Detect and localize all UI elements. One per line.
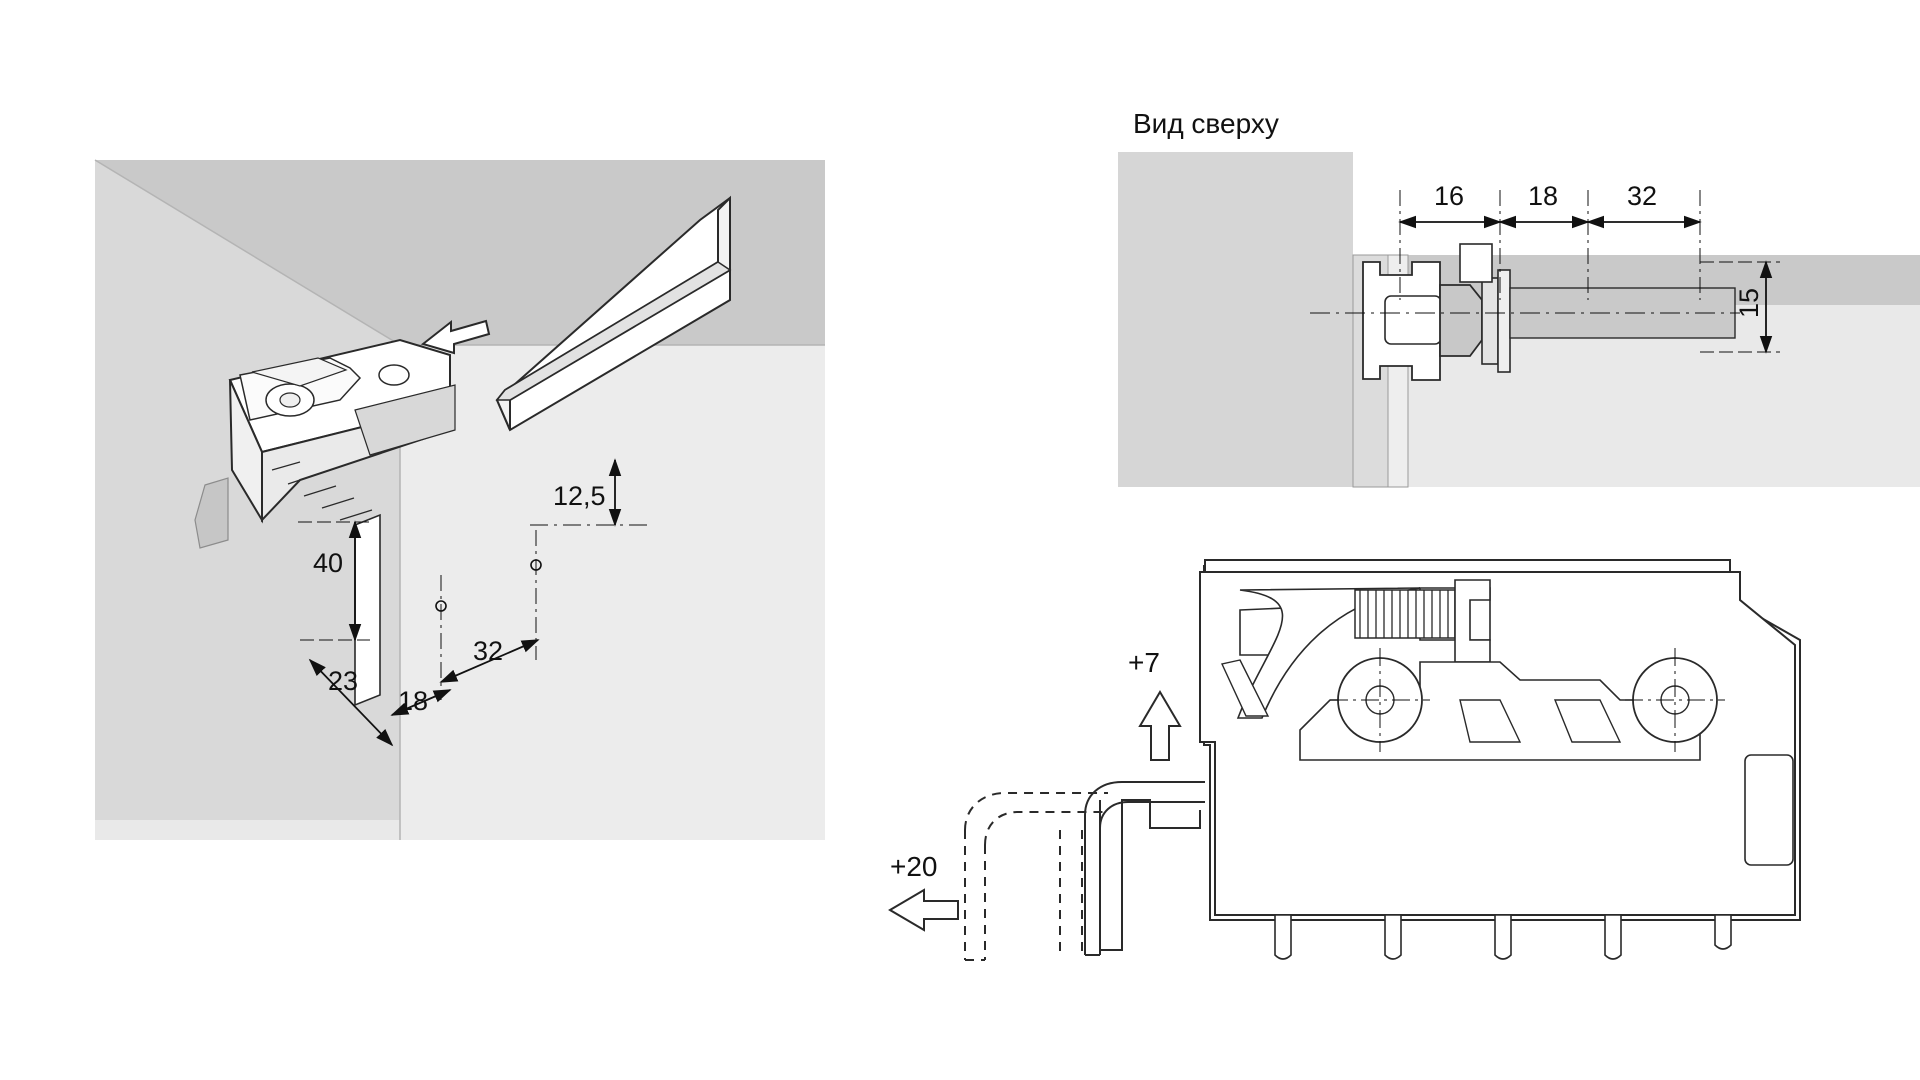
dim-top-18-label: 18 xyxy=(1528,181,1559,211)
iso-view-group xyxy=(95,160,825,840)
side-view-bracket-ghost xyxy=(965,793,1108,960)
dim-top-15-label: 15 xyxy=(1734,287,1764,318)
side-view-pegs xyxy=(1275,915,1731,959)
dim-18-label: 18 xyxy=(398,686,429,716)
top-view-title: Вид сверху xyxy=(1133,108,1279,139)
adjust-up xyxy=(1128,647,1180,760)
adjust-left-label: +20 xyxy=(890,851,938,882)
dim-23-label: 23 xyxy=(328,666,359,696)
dim-top-32-label: 32 xyxy=(1627,181,1658,211)
side-view-bracket-solid xyxy=(1085,782,1205,955)
adjust-up-label: +7 xyxy=(1128,647,1160,678)
adjust-left xyxy=(890,851,958,930)
iso-side-rail xyxy=(355,515,380,705)
top-view-group xyxy=(1118,108,1920,487)
dim-12-5-label: 12,5 xyxy=(553,481,606,511)
dim-top-16-label: 16 xyxy=(1434,181,1465,211)
dim-40-label: 40 xyxy=(313,548,344,578)
side-view-group xyxy=(890,560,1800,960)
dim-32-label: 32 xyxy=(473,636,504,666)
